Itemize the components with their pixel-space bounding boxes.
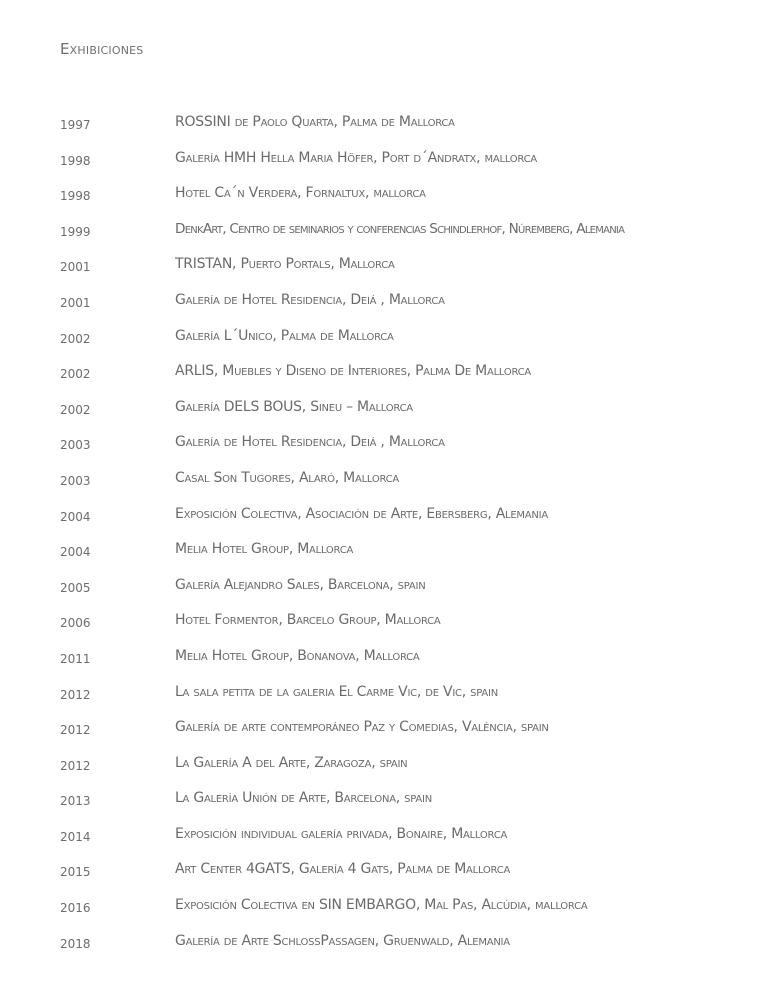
exhibition-year: 2002	[60, 331, 91, 346]
list-item	[0, 143, 783, 179]
exhibition-year: 2005	[60, 580, 91, 595]
list-item	[0, 748, 783, 784]
exhibition-venue: Exposición Colectiva en SIN EMBARGO, Mal Pas, Alcúdia, mallorca	[175, 897, 588, 914]
exhibition-venue: ARLIS, Muebles y Diseno de Interiores, Palma De Mallorca	[175, 363, 532, 380]
exhibition-venue: DenkArt, Centro de seminarios y conferencias Schindlerhof, Núremberg, Alemania	[175, 220, 625, 237]
exhibition-year: 2001	[60, 295, 91, 310]
exhibition-venue: Galería de Hotel Residencia, Deiá , Mallorca	[175, 434, 445, 451]
exhibition-venue: Hotel Formentor, Barcelo Group, Mallorca	[175, 612, 441, 629]
list-item	[0, 677, 783, 713]
list-item	[0, 321, 783, 357]
list-item	[0, 570, 783, 606]
list-item	[0, 605, 783, 641]
exhibition-year: 2003	[60, 438, 91, 453]
exhibition-year: 2011	[60, 651, 91, 666]
exhibition-year: 2014	[60, 829, 91, 844]
list-item	[0, 214, 783, 250]
exhibition-year: 1997	[60, 118, 91, 132]
exhibition-venue: La Galería A del Arte, Zaragoza, spain	[175, 754, 408, 771]
list-item	[0, 463, 783, 499]
exhibition-year: 2002	[60, 367, 91, 382]
list-item	[0, 641, 783, 677]
exhibition-year: 2013	[60, 794, 91, 809]
list-item	[0, 356, 783, 392]
exhibition-year: 2012	[60, 758, 91, 773]
exhibition-year: 2012	[60, 723, 91, 738]
exhibition-venue: Galería de Arte SchlossPassagen, Gruenwald, Alemania	[175, 932, 510, 949]
exhibition-venue: Melia Hotel Group, Bonanova, Mallorca	[175, 647, 420, 664]
exhibition-year: 2006	[60, 616, 91, 631]
exhibition-venue: Hotel Ca´n Verdera, Fornaltux, mallorca	[175, 185, 426, 202]
exhibition-year: 2015	[60, 865, 91, 880]
exhibition-venue: Art Center 4GATS, Galería 4 Gats, Palma de Mallorca	[175, 861, 511, 878]
list-item	[0, 783, 783, 819]
exhibition-venue: TRISTAN, Puerto Portals, Mallorca	[175, 256, 395, 273]
exhibition-year: 2003	[60, 473, 91, 488]
list-item	[0, 249, 783, 285]
exhibition-year: 1999	[60, 224, 91, 239]
exhibition-venue: Casal Son Tugores, Alaró, Mallorca	[175, 469, 399, 486]
list-item	[0, 926, 783, 962]
exhibition-year: 2002	[60, 402, 91, 417]
exhibition-year: 2018	[60, 936, 91, 951]
exhibition-venue: Galería HMH Hella Maria Höfer, Port d´Andratx, mallorca	[175, 149, 537, 166]
list-item	[0, 107, 783, 143]
exhibition-year: 1998	[60, 189, 91, 204]
list-item	[0, 427, 783, 463]
list-item	[0, 499, 783, 535]
exhibition-year: 2016	[60, 901, 91, 916]
exhibition-venue: Galería Alejandro Sales, Barcelona, spain	[175, 576, 426, 593]
exhibition-venue: Galería de Hotel Residencia, Deiá , Mallorca	[175, 291, 445, 308]
exhibition-list	[0, 107, 783, 961]
exhibition-venue: Exposición Colectiva, Asociación de Arte, Ebersberg, Alemania	[175, 505, 548, 522]
list-item	[0, 285, 783, 321]
exhibition-year: 2004	[60, 545, 91, 560]
exhibition-year: 2001	[60, 260, 91, 275]
list-item	[0, 890, 783, 926]
exhibition-year: 2012	[60, 687, 91, 702]
exhibition-venue: Galería L´Unico, Palma de Mallorca	[175, 327, 394, 344]
list-item	[0, 178, 783, 214]
exhibition-venue: La Galería Unión de Arte, Barcelona, spain	[175, 790, 432, 807]
list-item	[0, 819, 783, 855]
page-title: Exhibiciones	[60, 40, 144, 58]
exhibition-year: 2004	[60, 509, 91, 524]
exhibition-venue: Galería DELS BOUS, Sineu – Mallorca	[175, 398, 413, 415]
list-item	[0, 392, 783, 428]
exhibition-venue: Galería de arte contemporáneo Paz y Comedias, Valéncia, spain	[175, 719, 549, 736]
exhibition-year: 1998	[60, 153, 91, 168]
exhibition-venue: ROSSINI de Paolo Quarta, Palma de Mallorca	[175, 114, 455, 130]
list-item	[0, 854, 783, 890]
list-item	[0, 534, 783, 570]
exhibition-venue: Exposición individual galería privada, Bonaire, Mallorca	[175, 825, 508, 842]
list-item	[0, 712, 783, 748]
exhibition-venue: Melia Hotel Group, Mallorca	[175, 541, 354, 558]
exhibition-venue: La sala petita de la galeria El Carme Vic, de Vic, spain	[175, 683, 498, 700]
